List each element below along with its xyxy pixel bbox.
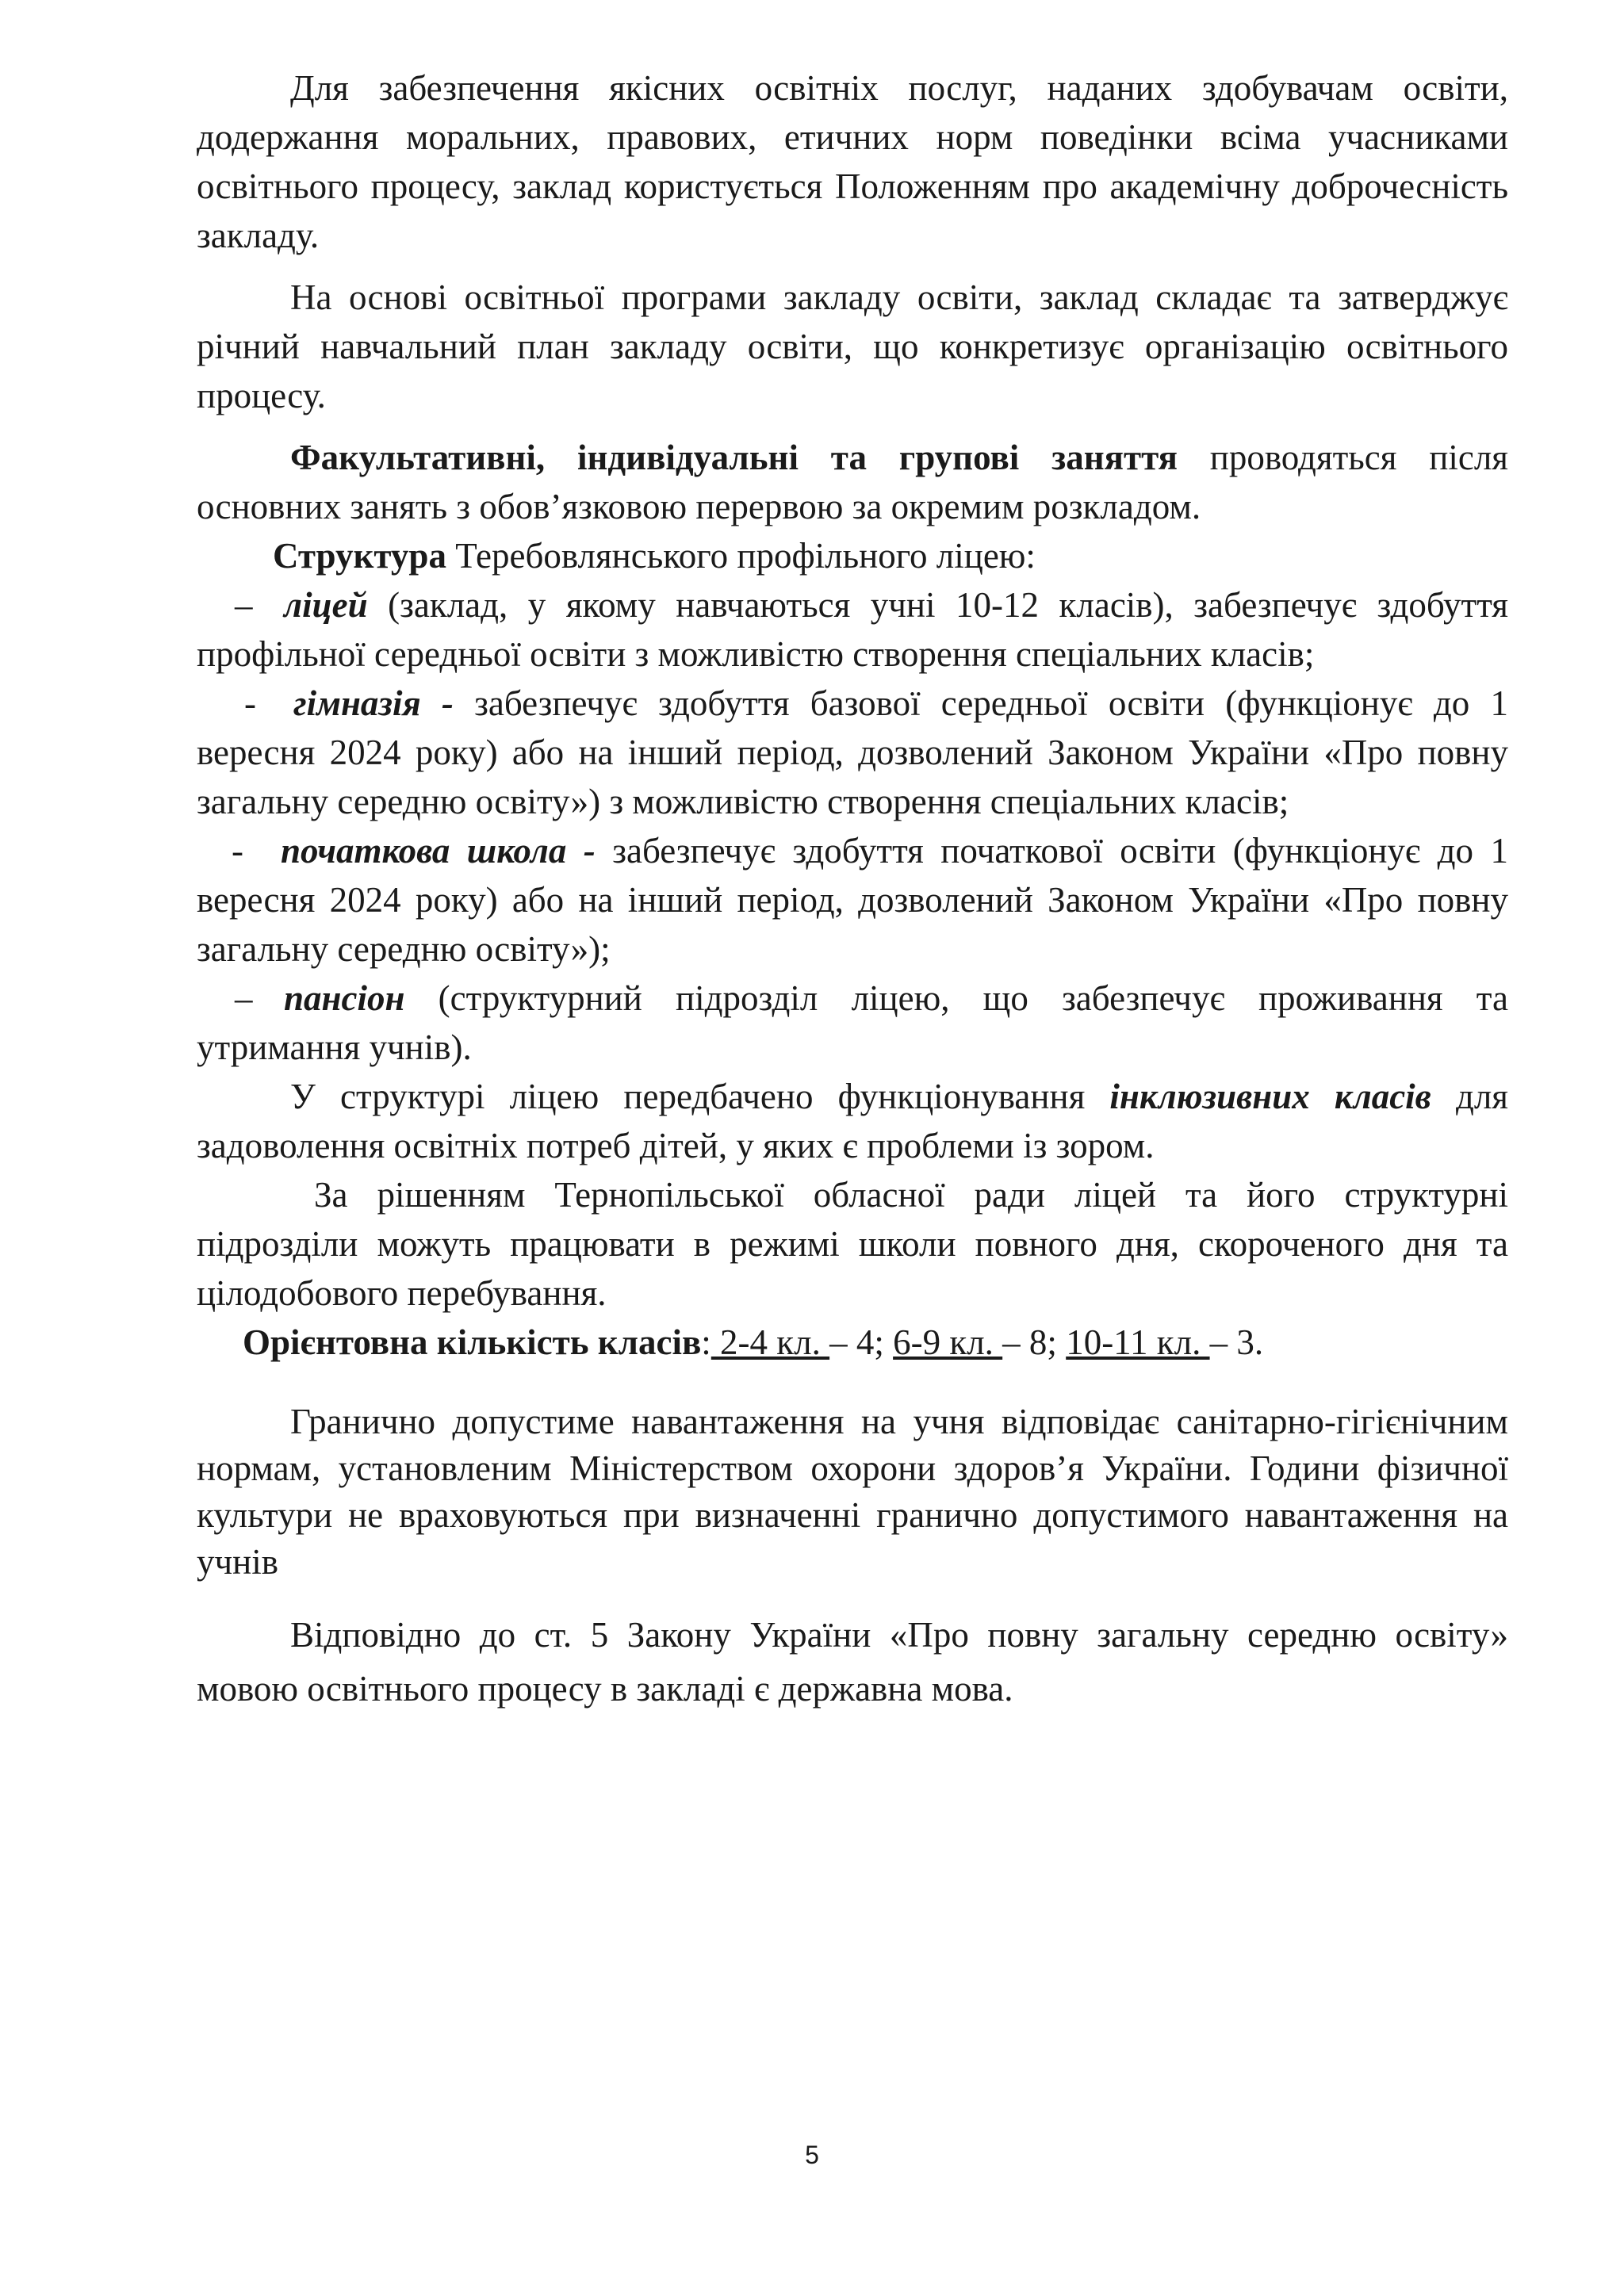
paragraph-class-count — [197, 1318, 1508, 1367]
class-count-label: Орієнтовна кількість класів — [243, 1322, 702, 1362]
list-dash: – — [235, 585, 253, 625]
list-item-lyceum — [197, 580, 1508, 679]
class-group-2-4-value: – 4; — [829, 1322, 894, 1362]
optional-classes-heading: Факультативні, індивідуальні та групові заняття — [290, 438, 1178, 477]
paragraph-academic-integrity: Для забезпечення якісних освітніх послуг, наданих здобувачам освіти, додержання моральних, правових, етичних норм поведінки всіма учасниками освітнього процесу, заклад користується Положенням про академічну доброчесність закладу. — [197, 68, 1508, 255]
class-group-6-9-value: – 8; — [1002, 1322, 1067, 1362]
list-dash: - — [232, 831, 243, 871]
class-group-6-9: 6-9 кл. — [893, 1322, 1003, 1362]
list-text: (заклад, у якому навчаються учні 10-12 класів), забезпечує здобуття профільної середньої освіти з можливістю створення спеціальних класів; — [197, 585, 1508, 674]
list-text: (структурний підрозділ ліцею, що забезпечує проживання та утримання учнів). — [197, 978, 1508, 1067]
list-term: пансіон — [284, 978, 405, 1018]
list-item-boarding — [197, 974, 1508, 1072]
list-term: ліцей — [284, 585, 368, 625]
structure-list — [197, 580, 1508, 1072]
list-dash: - — [244, 683, 256, 723]
list-term: гімназія - — [293, 683, 454, 723]
page-number: 5 — [805, 2141, 819, 2169]
inclusive-after: для задоволення освітніх потреб дітей, у яких є проблеми із зором. — [197, 1077, 1508, 1165]
list-term: початкова школа - — [281, 831, 596, 871]
class-count-colon: : — [701, 1322, 711, 1362]
paragraph-inclusive-classes — [197, 1072, 1508, 1170]
paragraph-structure — [197, 531, 1508, 580]
class-group-10-11: 10-11 кл. — [1066, 1322, 1210, 1362]
list-text: забезпечує здобуття початкової освіти (функціонує до 1 вересня 2024 року) або на інший період, дозволений Законом України «Про повну загальну середню освіту»); — [197, 831, 1508, 969]
paragraph-workload: Гранично допустиме навантаження на учня відповідає санітарно-гігієнічним нормам, установленим Міністерством охорони здоров’я України. Години фізичної культури не враховуються при визначенні гранично допустимого навантаження на учнів — [197, 1402, 1508, 1582]
inclusive-term: інклюзивних класів — [1109, 1077, 1431, 1116]
paragraph-regional-council-decision: За рішенням Тернопільської обласної ради ліцей та його структурні підрозділи можуть працювати в режимі школи повного дня, скороченого дня та цілодобового перебування. — [197, 1175, 1508, 1313]
paragraph-language: Відповідно до ст. 5 Закону України «Про повну загальну середню освіту» мовою освітнього процесу в закладі є державна мова. — [197, 1615, 1508, 1709]
structure-heading: Структура — [273, 536, 446, 576]
class-group-2-4: 2-4 кл. — [710, 1322, 830, 1362]
list-text: забезпечує здобуття базової середньої освіти (функціонує до 1 вересня 2024 року) або на інший період, дозволений Законом України «Про повну загальну середню освіту») з можливістю створення спеціальних класів; — [197, 683, 1508, 821]
paragraph-optional-classes — [197, 433, 1508, 531]
optional-classes-text: проводяться після основних занять з обов’язковою перервою за окремим розкладом. — [197, 438, 1509, 526]
paragraph-curriculum: На основі освітньої програми закладу освіти, заклад складає та затверджує річний навчальний план закладу освіти, що конкретизує організацію освітнього процесу. — [197, 277, 1508, 415]
document-page — [197, 63, 1508, 1716]
inclusive-before: У структурі ліцею передбачено функціонування — [290, 1077, 1110, 1116]
class-group-10-11-value: – 3. — [1209, 1322, 1264, 1362]
list-item-primary-school — [197, 826, 1508, 974]
list-item-gymnasium — [197, 679, 1508, 826]
structure-intro: Теребовлянського профільного ліцею: — [446, 536, 1036, 576]
list-dash: – — [235, 978, 253, 1018]
